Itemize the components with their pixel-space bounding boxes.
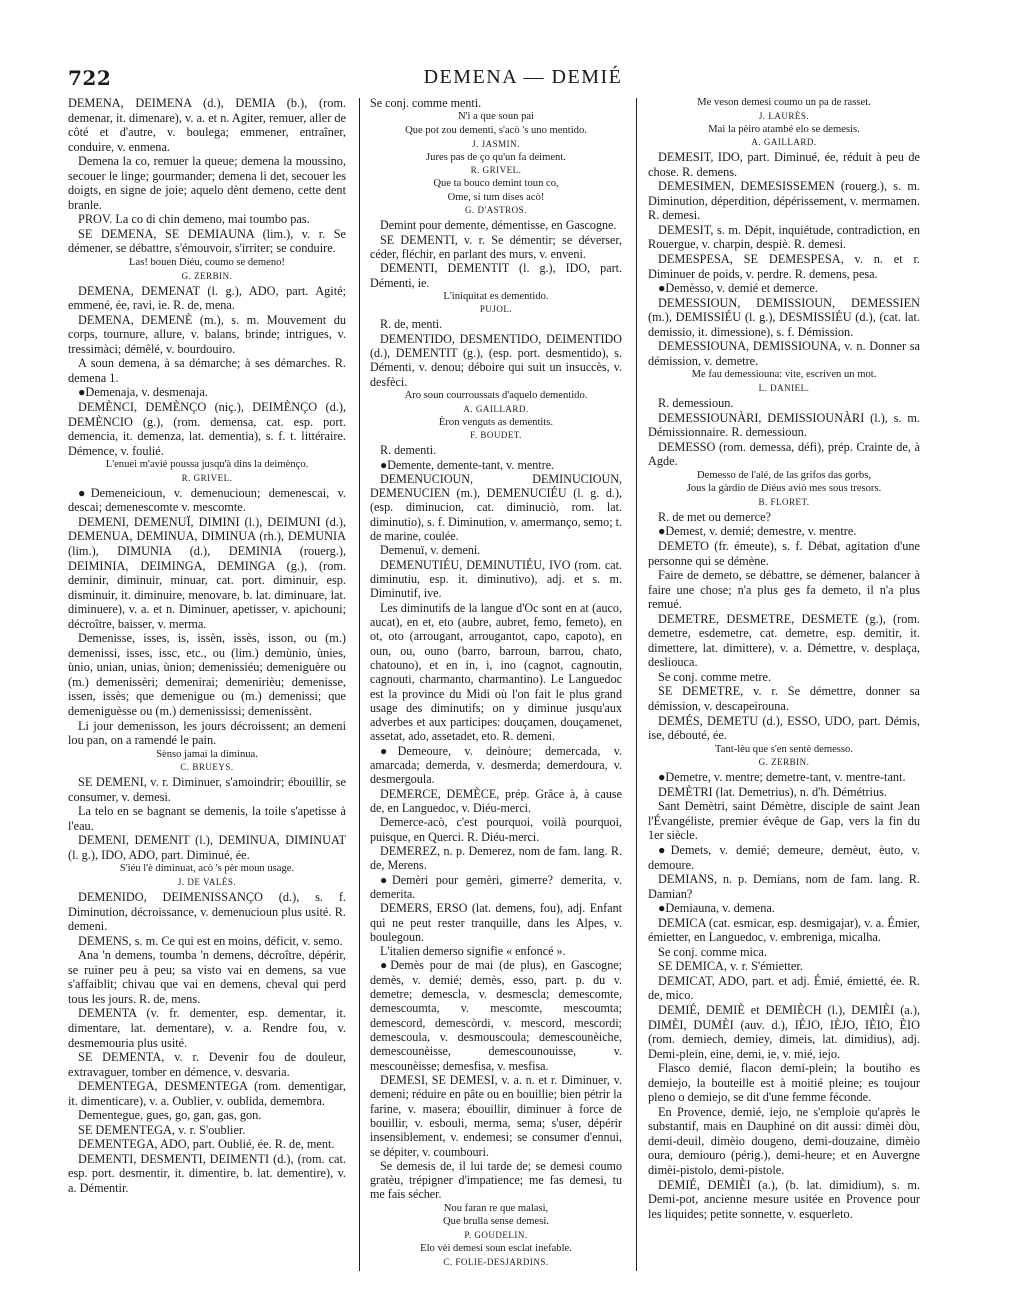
quotation-line: N'i a que soun pai bbox=[457, 111, 535, 123]
quotation-line: Tant-lèu que s'en sentè demesso. bbox=[715, 743, 853, 755]
dictionary-entry: SE DEMENI, v. r. Diminuer, s'amoindrir; ébouillir, se consumer, v. demesi. bbox=[68, 775, 346, 804]
quotation-line: L'iniquitat es dementido. bbox=[443, 290, 549, 302]
dictionary-entry: ●Demente, demente-tant, v. mentre. bbox=[380, 457, 555, 472]
dictionary-entry: DEMENIDO, DEIMENISSANÇO (d.), s. f. Diminution, décroissance, v. demenucioun plus usité. R. demeni. bbox=[68, 890, 346, 934]
dictionary-entry: DEMENA, DEMENÈ (m.), s. m. Mouvement du corps, tournure, allure, v. balans, brinde; intrigues, v. tressimàci; démêlé, v. bourdouiro. bbox=[68, 312, 346, 356]
quotation-attribution: G. ZERBIN. bbox=[758, 757, 810, 768]
dictionary-entry: DEMENTA (v. fr. dementer, esp. dementar, it. dimentare, lat. dementare), v. a. Rendre fou, v. desmemouria plus usité. bbox=[68, 1006, 346, 1050]
dictionary-entry: Se conj. comme menti. bbox=[370, 96, 482, 110]
dictionary-entry: DEMENTEGA, DESMENTEGA (rom. dementigar, it. dimenticare), v. a. Oublier, v. oublida, demembra. bbox=[68, 1079, 346, 1108]
quotation-line: Aro soun courroussats d'aquelo dementido. bbox=[404, 390, 588, 401]
dictionary-entry: DEMÉS, DEMETU (d.), ESSO, UDO, part. Démis, ise, débouté, ée. bbox=[648, 713, 920, 743]
quotation-attribution: P. GOUDELIN. bbox=[464, 1229, 528, 1240]
quotation-attribution: B. FLORET. bbox=[758, 496, 810, 507]
quotation-line: Que ta bouco demint toun co, bbox=[433, 178, 559, 190]
page-header bbox=[62, 66, 984, 90]
quotation-line: Jures pas de ço qu'un fa deiment. bbox=[426, 151, 566, 163]
dictionary-entry: DEMÈNCI, DEMÈNÇO (niç.), DEIMÈNÇO (d.), DEMÈNCIO (g.), (rom. demensa, cat. esp. port. demencia, it. demenza, lat. dementia), s. f. t. littéraire. Démence, v. foulié. bbox=[68, 399, 346, 458]
quotation-line: Que pot zou dementi, s'acò 's uno mentido. bbox=[405, 124, 587, 136]
left-column bbox=[68, 96, 346, 1275]
dictionary-entry: ●Demiauna, v. demena. bbox=[658, 901, 775, 916]
quotation-line: Que brulla sense demesi. bbox=[443, 1216, 549, 1228]
quotation-attribution: L. DANIEL. bbox=[758, 382, 810, 393]
quotation-attribution: F. BOUDET. bbox=[470, 430, 522, 441]
dictionary-entry: SE DEMENA, SE DEMIAUNA (lim.), v. r. Se démener, se débattre, s'émouvoir, s'irriter; se conduire. bbox=[68, 226, 346, 256]
quotation-attribution: C. BRUEYS. bbox=[180, 762, 234, 773]
dictionary-entry: L'italien demerso signifie « enfoncé ». bbox=[380, 944, 566, 959]
quotation-attribution: G. ZERBIN. bbox=[181, 270, 233, 281]
dictionary-entry: Les diminutifs de la langue d'Oc sont en at (auco, aucat), en et, eto (aubre, aubret, femo, femeto), en ot, oto (arrougant, arrougantot, capo, capoto), en oun, ou, ouno (barro, barroun, barrou, chato, chatouno), et en in, i, ino (cagnot, cagnoutin, cagnouti, charmanto, charmantino). Le Languedoc est la province du Midi où l'on fait le plus grand usage des diminutifs; on y diminue jusqu'aux adverbes et aux participes: douçamen, douçamenet, assetat, ado, assetadet, eto. R. demeni. bbox=[370, 600, 622, 744]
dictionary-entry: DEMENI, DEMENIT (l.), DEMINUA, DIMINUAT (l. g.), IDO, ADO, part. Diminué, ée. bbox=[68, 833, 346, 862]
running-head: DEMENA — DEMIÉ bbox=[423, 66, 623, 88]
quotation-attribution: A. GAILLARD. bbox=[751, 137, 817, 148]
quotation-attribution: J. DE VALÈS. bbox=[177, 877, 237, 888]
dictionary-entry: DEMÈTRI (lat. Demetrius), n. d'h. Démétrius. bbox=[658, 784, 887, 799]
dictionary-entry: SE DEMENTA, v. r. Devenir fou de douleur, extravaguer, tomber en démence, v. desvaria. bbox=[68, 1050, 346, 1079]
dictionary-entry: PROV. La co di chin demeno, mai toumbo pas. bbox=[78, 212, 310, 227]
dictionary-entry: SE DEMETRE, v. r. Se démettre, donner sa démission, v. descapeirouna. bbox=[648, 684, 920, 714]
right-column bbox=[648, 96, 920, 1275]
dictionary-entry: ●Demest, v. demié; demestre, v. mentre. bbox=[658, 524, 857, 539]
dictionary-entry: DEMESSIOUN, DEMISSIOUN, DEMESSIEN (m.), DEMISSIÉU (l. g.), DESMISSIÉU (d.), (cat. lat. demissio, it. dimessione), s. f. Démission. bbox=[648, 295, 920, 339]
dictionary-entry: DEMENTI, DEMENTIT (l. g.), IDO, part. Démenti, ie. bbox=[370, 261, 622, 290]
quotation-line: Me veson demesi coumo un pa de rasset. bbox=[697, 97, 871, 108]
quotation-attribution: R. GRIVEL. bbox=[470, 165, 522, 176]
dictionary-entry: DEMERCE, DEMÈCE, prép. Grâce à, à cause de, en Languedoc, v. Diéu-merci. bbox=[370, 786, 622, 815]
dictionary-entry: DEMETO (fr. émeute), s. f. Débat, agitation d'une personne qui se démène. bbox=[648, 539, 920, 568]
dictionary-entry: DEMESSO (rom. demessa, défi), prép. Crainte de, à Agde. bbox=[648, 439, 920, 469]
dictionary-entry: A soun demena, à sa démarche; à ses démarches. R. demena 1. bbox=[68, 356, 346, 385]
dictionary-entry: DEMENUTIÉU, DEMINUTIÉU, IVO (rom. cat. diminutiu, esp. it. diminutivo), adj. et s. m. Diminutif, ive. bbox=[370, 557, 622, 601]
dictionary-entry: La telo en se bagnant se demenis, la toile s'apetisse à l'eau. bbox=[68, 804, 346, 833]
dictionary-entry: DEMENTI, DESMENTI, DEIMENTI (d.), (rom. cat. esp. port. desmentir, it. dimentire, b. lat. dementire), v. a. Démentir. bbox=[68, 1151, 346, 1196]
dictionary-entry: En Provence, demié, iejo, ne s'emploie qu'après le substantif, mais en Dauphiné on dit aussi: dimèi dòu, demi-deuil, dimèio dougeno, demi-douzaine, dimèio oura, demiouro (périg.), demi-heure; et en Auvergne dimèi-pistolo, demi-pistole. bbox=[648, 1104, 920, 1178]
dictionary-entry: Li jour demenisson, les jours décroissent; an demeni lou pan, on a ramendé le pain. bbox=[68, 718, 346, 748]
middle-column bbox=[370, 96, 622, 1275]
dictionary-entry: ●Demetre, v. mentre; demetre-tant, v. mentre-tant. bbox=[658, 770, 906, 785]
quotation-attribution: C. FOLIE-DESJARDINS. bbox=[443, 1256, 549, 1267]
dictionary-entry: DEMENTEGA, ADO, part. Oublié, ée. R. de, ment. bbox=[78, 1137, 335, 1152]
dictionary-entry: DEMICA (cat. esmicar, esp. desmigajar), v. a. Émier, émietter, en Languedoc, v. embreniga, micalha. bbox=[648, 915, 920, 945]
dictionary-entry: Flasco demié, flacon demi-plein; la boutiho es demiejo, la bouteille est à moitié pleine; es toujour pleno o demiejo, se dit d'une femme féconde. bbox=[648, 1061, 920, 1105]
dictionary-entry: Dementegue, gues, go, gan, gas, gon. bbox=[78, 1108, 262, 1123]
quotation-attribution: J. LAURÈS. bbox=[758, 110, 810, 121]
dictionary-entry: DEMESSIOUNÀRI, DEMISSIOUNÀRI (l.), s. m. Démissionnaire. R. demessioun. bbox=[648, 410, 920, 440]
dictionary-entry: ●Demets, v. demié; demeure, demèut, èuto, v. demoure. bbox=[648, 842, 920, 872]
dictionary-entry: Demenuï, v. demeni. bbox=[380, 543, 481, 558]
dictionary-entry: DEMESIT, s. m. Dépit, inquiétude, contradiction, en Rouergue, v. charpin, despiè. R. demesi. bbox=[648, 222, 920, 252]
dictionary-entry: DEMEREZ, n. p. Demerez, nom de fam. lang. R. de, Merens. bbox=[370, 843, 622, 873]
dictionary-entry: DEMESIMEN, DEMESISSEMEN (rouerg.), s. m. Diminution, déperdition, dépérissement, v. mermamen. R. demesi. bbox=[648, 179, 920, 223]
quotation-line: S'iéu l'è diminuat, acò 's pèr moun usage. bbox=[119, 863, 295, 875]
dictionary-entry: Se demesis de, il lui tarde de; se demesi coumo gratèu, trépigner d'impatience; me fas demesi, tu me fais sécher. bbox=[370, 1158, 622, 1202]
dictionary-entry: R. demessioun. bbox=[658, 395, 734, 410]
quotation-line: Èron venguts as dementits. bbox=[438, 416, 554, 428]
dictionary-entry: DEMERS, ERSO (lat. demens, fou), adj. Enfant qui ne peut rester tranquille, dans les Alpes, v. boulegoun. bbox=[370, 901, 622, 944]
dictionary-entry: DEMESPESA, SE DEMESPESA, v. n. et r. Diminuer de poids, v. perdre. R. demens, pesa. bbox=[648, 252, 920, 281]
quotation-line: Me fau demessiouna: vite, escriven un mot. bbox=[691, 369, 877, 381]
dictionary-entry: ●Demeoure, v. deinòure; demercada, v. amarcada; demerda, v. desmerda; demerdoura, v. desmergoula. bbox=[370, 743, 622, 787]
quotation-line: Nou faran re que malasi, bbox=[443, 1202, 549, 1214]
dictionary-entry: R. de met ou demerce? bbox=[658, 509, 772, 524]
dictionary-entry: ●Demenaja, v. desmenaja. bbox=[78, 385, 208, 400]
dictionary-entry: Demenisse, isses, is, issèn, issès, isson, ou (m.) demenissi, isses, issc, etc., ou (lim.) demùnio, ùnies, ùnio, unian, unias, ùnion; demenissiéu; demeniguère ou (m.) demenissèri; demenirai; demenirièu; demenisse, issen, issès; que demenigue ou (m.) demenissi; que demeniguèsse ou (m.) demenississi; demenissènt. bbox=[68, 631, 346, 718]
quotation-line: Mai la pèiro atambé elo se demesis. bbox=[708, 123, 860, 135]
dictionary-entry: SE DEMICA, v. r. S'émietter. bbox=[658, 959, 803, 974]
quotation-line: L'enuei m'avié poussa jusqu'à dins la deimènço. bbox=[105, 459, 309, 471]
dictionary-entry: R. dementi. bbox=[380, 443, 437, 458]
dictionary-entry: DEMESI, SE DEMESI, v. a. n. et r. Diminuer, v. demeni; réduire en pâte ou en bouillie; bien pétrir la farine, v. masera; ébouillir, diminuer à force de bouillir, v. esbouli, merma, sema; s'user, dépérir insensiblement, v. endemesi; se consumer d'ennui, se dépiter, v. coumbouri. bbox=[370, 1072, 622, 1159]
quotation-attribution: PUJOL. bbox=[479, 304, 513, 315]
quotation-line: Elo vèi demesi soun esclat inefable. bbox=[420, 1242, 572, 1254]
dictionary-entry: Sant Demètri, saint Démètre, disciple de saint Jean l'Évangéliste, premier évêque de Gap, vers la fin du 1er siècle. bbox=[648, 799, 920, 843]
dictionary-entry: ●Demès pour de mai (de plus), en Gascogne; demès, v. demié; demès, esso, part. p. du v. demetre; demescla, v. desmescla; demescomte, demescoumta, v. mescomte, mescoumta; demescord, demescòrdi, v. mescord, mescordi; demescoula, v. desmouscoula; demescounèiche, demescounèisse, demescounouisse, v. mescounèisse; demesfisa, v. mesfisa. bbox=[370, 958, 622, 1073]
dictionary-entry: Demerce-acò, c'est pourquoi, voilà pourquoi, puisque, en Querci. R. Diéu-merci. bbox=[370, 815, 622, 844]
dictionary-entry: DEMENTIDO, DESMENTIDO, DEIMENTIDO (d.), DEMENTIT (g.), (esp. port. desmentido), s. Démenti, v. denou; déboire qui suit un insuccès, v. desfèci. bbox=[370, 331, 622, 389]
quotation-attribution: G. D'ASTROS. bbox=[465, 205, 527, 216]
dictionary-entry: DEMESIT, IDO, part. Diminué, ée, réduit à peu de chose. R. demens. bbox=[648, 150, 920, 179]
dictionary-entry: SE DEMENTEGA, v. r. S'oublier. bbox=[78, 1122, 246, 1137]
quotation-attribution: R. GRIVEL. bbox=[181, 472, 233, 483]
dictionary-entry: DEMENI, DEMENUÏ, DIMINI (l.), DEIMUNI (d.), DEMENUA, DEMINUA, DIMINUA (rh.), DEMUNIA (lim.), DIMUNIA (d.), DEMINIA (rouerg.), DEIMINIA, DEIMINGA, DEMINGA (g.), (rom. deminir, diminuir, minuar, cat. port. diminuir, esp. disminuir, it. diminuire, menovare, b. lat. diminuare, lat. diminuere), v. a. et n. Diminuer, apetisser, v. apichouni; décroître, baisser, v. merma. bbox=[68, 514, 346, 631]
dictionary-entry: DEMENS, s. m. Ce qui est en moins, déficit, v. semo. bbox=[78, 933, 343, 948]
dictionary-entry: DEMIÉ, DEMIÈI (a.), (b. lat. dimidium), s. m. Demi-pot, ancienne mesure usitée en Provence pour les liquides; petite sonnette, v. esquerleto. bbox=[648, 1177, 920, 1221]
dictionary-entry: ●Demeneicioun, v. demenucioun; demenescai, v. descai; demenescomte v. mescomte. bbox=[68, 485, 346, 515]
dictionary-entry: DEMENA, DEIMENA (d.), DEMIA (b.), (rom. demenar, it. dimenare), v. a. et n. Agiter, remuer, aller de côté et d'autre, v. boulega; emmener, entraîner, conduire, v. enmena. bbox=[68, 96, 346, 154]
dictionary-entry: SE DEMENTI, v. r. Se démentir; se déverser, céder, fléchir, en parlant des murs, v. enveni. bbox=[370, 232, 622, 261]
dictionary-entry: Demena la co, remuer la queue; demena la moussino, secouer le linge; gourmander; demena li det, secouer les doigts, en signe de joie; aquelo dènt demeno, cette dent branle. bbox=[68, 154, 346, 212]
dictionary-entry: Se conj. comme mica. bbox=[658, 944, 767, 959]
page-number: 722 bbox=[68, 66, 112, 90]
dictionary-entry: DEMICAT, ADO, part. et adj. Émié, émietté, ée. R. de, mico. bbox=[648, 973, 920, 1003]
quotation-line: Jous la gàrdio de Diéus aviò mes sous tresors. bbox=[686, 483, 882, 495]
quotation-attribution: A. GAILLARD. bbox=[463, 403, 529, 414]
dictionary-entry: Demint pour demente, démentisse, en Gascogne. bbox=[380, 218, 617, 233]
quotation-attribution: J. JASMIN. bbox=[472, 138, 520, 149]
quotation-line: Demesso de l'alé, de las grifos das gorbs, bbox=[696, 469, 872, 481]
dictionary-entry: R. de, menti. bbox=[380, 317, 443, 332]
dictionary-entry: DEMESSIOUNA, DEMISSIOUNA, v. n. Donner sa démission, v. demetre. bbox=[648, 339, 920, 368]
dictionary-entry: ●Demèsso, v. demié et demerce. bbox=[658, 281, 818, 296]
dictionary-entry: DEMIÉ, DEMIÈ et DEMIÈCH (l.), DEMIÈI (a.), DIMÈI, DUMÈI (auv. d.), IÉJO, IÈJO, IÈIO, ÈIO (rom. demiech, demiey, dimeis, lat. dimidius), adj. Demi-plein, eine, demi, ie, v. mié, iejo. bbox=[648, 1003, 920, 1061]
dictionary-entry: Se conj. comme metre. bbox=[658, 669, 772, 684]
dictionary-entry: DEMENA, DEMENAT (l. g.), ADO, part. Agité; emmené, ée, ravi, ie. R. de, mena. bbox=[68, 283, 346, 313]
dictionary-entry: ●Demèri pour gemèri, gimerre? demerita, v. demerita. bbox=[370, 872, 622, 901]
dictionary-entry: Faire de demeto, se débattre, se démener, balancer à faire une chose; n'a plus ges fa demeto, il n'a plus remué. bbox=[648, 568, 920, 612]
dictionary-entry: DEMENUCIOUN, DEMINUCIOUN, DEMENUCIEN (m.), DEMENUCIÉU (l. g. d.), (esp. diminucion, cat. diminuciò, rom. lat. diminutio), s. f. Diminution, v. amermanço, semo; t. de marine, coulée. bbox=[370, 471, 622, 544]
column-divider-left bbox=[359, 98, 360, 1271]
column-divider-right bbox=[636, 98, 637, 1271]
quotation-line: Sènso jamai la diminua. bbox=[156, 748, 258, 760]
dictionary-entry: DEMETRE, DESMETRE, DESMETE (g.), (rom. demetre, esdemetre, cat. demetre, esp. demitir, it. dimettere, lat. dimittere), v. a. Démettre, v. desplaça, desliouca. bbox=[648, 611, 920, 670]
quotation-line: Las! bouen Diéu, coumo se demeno! bbox=[129, 257, 285, 269]
quotation-line: Ome, si tum dises acò! bbox=[447, 191, 545, 203]
dictionary-entry: DEMIANS, n. p. Demians, nom de fam. lang. R. Damian? bbox=[648, 872, 920, 901]
dictionary-entry: Ana 'n demens, toumba 'n demens, décroître, dépérir, se ruiner peu à peu; sa visto vai en demens, sa vue s'affaiblit; chivau que vai en demens, cheval qui perd tous les jours. R. de, mens. bbox=[68, 948, 346, 1006]
